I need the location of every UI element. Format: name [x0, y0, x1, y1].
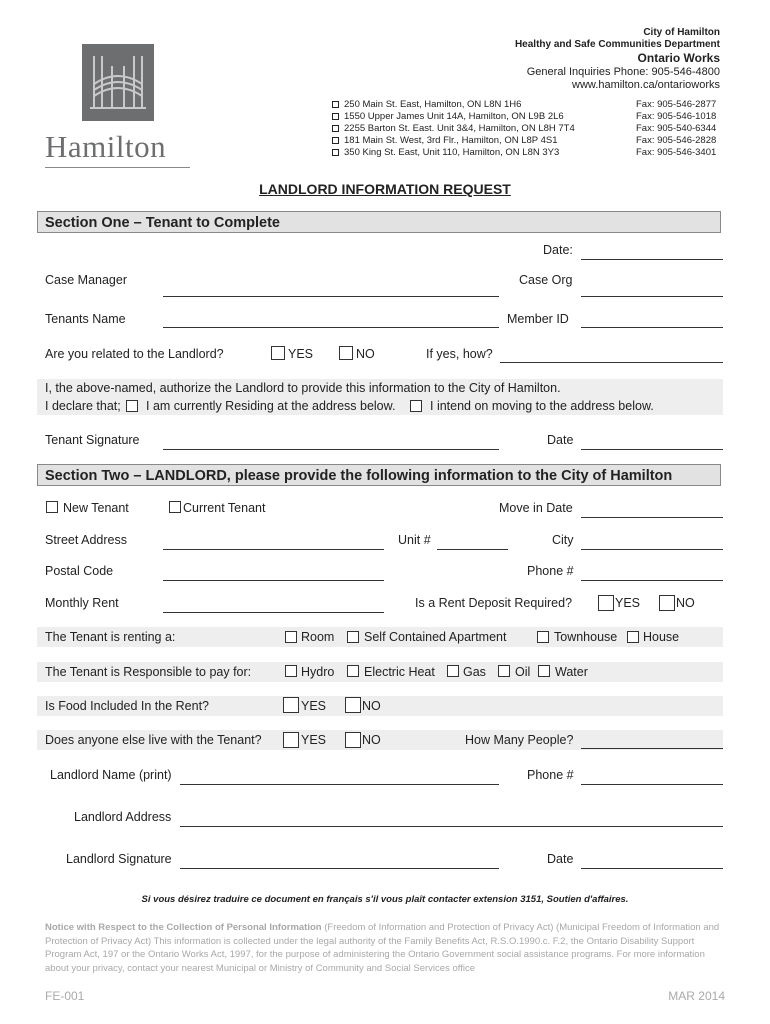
header-program: Ontario Works — [637, 51, 720, 65]
unit-field[interactable] — [437, 549, 508, 550]
office-address: 2255 Barton St. East. Unit 3&4, Hamilton, ON L8H 7T4 — [332, 123, 575, 134]
street-address-label: Street Address — [45, 533, 127, 547]
office-fax: Fax: 905-546-1018 — [636, 111, 717, 122]
tenant-date-field[interactable] — [581, 449, 723, 450]
tenant-signature-label: Tenant Signature — [45, 433, 140, 447]
header-website: www.hamilton.ca/ontarioworks — [572, 79, 720, 91]
moving-checkbox[interactable] — [410, 400, 422, 412]
landlord-date-field[interactable] — [581, 868, 723, 869]
landlord-address-label: Landlord Address — [74, 810, 172, 824]
hamilton-logo — [45, 44, 191, 169]
office-fax: Fax: 905-546-2877 — [636, 99, 717, 110]
case-manager-label: Case Manager — [45, 273, 127, 287]
deposit-yes-checkbox[interactable] — [598, 595, 614, 611]
case-org-field[interactable] — [581, 296, 723, 297]
member-id-label: Member ID — [507, 312, 569, 326]
case-org-label: Case Org — [519, 273, 573, 287]
room-checkbox[interactable] — [285, 631, 297, 643]
gas-checkbox[interactable] — [447, 665, 459, 677]
food-yes-checkbox[interactable] — [283, 697, 299, 713]
landlord-signature-label: Landlord Signature — [66, 852, 172, 866]
office-address: 350 King St. East, Unit 110, Hamilton, ON L8N 3Y3 — [332, 147, 559, 158]
else-live-yes-label: YES — [301, 733, 327, 747]
date-field[interactable] — [581, 259, 723, 260]
deposit-question: Is a Rent Deposit Required? — [415, 596, 573, 610]
oil-label: Oil — [515, 665, 531, 679]
monthly-rent-field[interactable] — [163, 612, 384, 613]
tenant-signature-field[interactable] — [163, 449, 499, 450]
landlord-signature-field[interactable] — [180, 868, 499, 869]
how-many-field[interactable] — [581, 748, 723, 749]
phone-field[interactable] — [581, 580, 723, 581]
office-address: 1550 Upper James Unit 14A, Hamilton, ON L9B 2L6 — [332, 111, 564, 122]
checkbox-bullet-icon — [332, 101, 339, 108]
office-fax: Fax: 905-546-3401 — [636, 147, 717, 158]
related-yes-label: YES — [288, 347, 314, 361]
date-label: Date: — [543, 243, 573, 257]
current-tenant-checkbox[interactable] — [169, 501, 181, 513]
related-question: Are you related to the Landlord? — [45, 347, 224, 361]
landlord-date-label: Date — [547, 852, 574, 866]
section-two-heading: Section Two – LANDLORD, please provide the following information to the City of Hamilton — [37, 464, 721, 486]
unit-label: Unit # — [398, 533, 431, 547]
tenants-name-field[interactable] — [163, 327, 499, 328]
member-id-field[interactable] — [581, 327, 723, 328]
landlord-phone-label: Phone # — [527, 768, 574, 782]
new-tenant-checkbox[interactable] — [46, 501, 58, 513]
apartment-label: Self Contained Apartment — [364, 630, 507, 644]
office-address: 250 Main St. East, Hamilton, ON L8N 1H6 — [332, 99, 521, 110]
related-yes-checkbox[interactable] — [271, 346, 285, 360]
renting-label: The Tenant is renting a: — [45, 630, 176, 644]
move-in-label: Move in Date — [499, 501, 573, 515]
responsible-label: The Tenant is Responsible to pay for: — [45, 665, 252, 679]
electric-heat-checkbox[interactable] — [347, 665, 359, 677]
postal-code-field[interactable] — [163, 580, 384, 581]
else-live-no-label: NO — [362, 733, 381, 747]
deposit-no-label: NO — [676, 596, 695, 610]
gas-label: Gas — [463, 665, 486, 679]
form-date: MAR 2014 — [668, 989, 725, 1003]
house-label: House — [643, 630, 680, 644]
checkbox-bullet-icon — [332, 113, 339, 120]
landlord-address-field[interactable] — [180, 826, 723, 827]
if-yes-label: If yes, how? — [426, 347, 493, 361]
else-live-no-checkbox[interactable] — [345, 732, 361, 748]
logo-underline — [45, 167, 190, 168]
new-tenant-label: New Tenant — [63, 501, 129, 515]
city-field[interactable] — [581, 549, 723, 550]
office-address: 181 Main St. West, 3rd Flr., Hamilton, ON L8P 4S1 — [332, 135, 558, 146]
tenants-name-label: Tenants Name — [45, 312, 126, 326]
checkbox-bullet-icon — [332, 125, 339, 132]
room-label: Room — [301, 630, 335, 644]
else-live-yes-checkbox[interactable] — [283, 732, 299, 748]
section-one-heading: Section One – Tenant to Complete — [37, 211, 721, 233]
street-address-field[interactable] — [163, 549, 384, 550]
logo-text: Hamilton — [45, 129, 167, 164]
monthly-rent-label: Monthly Rent — [45, 596, 119, 610]
how-many-label: How Many People? — [465, 733, 574, 747]
tenant-date-label: Date — [547, 433, 574, 447]
food-no-checkbox[interactable] — [345, 697, 361, 713]
declare-label: I declare that; — [45, 399, 121, 413]
hydro-checkbox[interactable] — [285, 665, 297, 677]
postal-code-label: Postal Code — [45, 564, 114, 578]
landlord-name-label: Landlord Name (print) — [50, 768, 172, 782]
else-live-question: Does anyone else live with the Tenant? — [45, 733, 262, 747]
related-no-label: NO — [356, 347, 375, 361]
townhouse-checkbox[interactable] — [537, 631, 549, 643]
residing-label: I am currently Residing at the address below. — [146, 399, 396, 413]
water-label: Water — [555, 665, 588, 679]
residing-checkbox[interactable] — [126, 400, 138, 412]
landlord-name-field[interactable] — [180, 784, 499, 785]
moving-label: I intend on moving to the address below. — [430, 399, 654, 413]
authorize-text: I, the above-named, authorize the Landlord to provide this information to the City of Hamilton. — [45, 381, 561, 395]
phone-label: Phone # — [527, 564, 574, 578]
privacy-notice-body: (Freedom of Information and Protection of Privacy Act) (Municipal Freedom of Information and Protection of Privacy Act) This information is collected under the legal authority of the Family Benefits Act, R.S.O.1990.c. F.2, the Ontario Disability Support Program Act, 197 or the Ontario Works Act, 1997, for the purpose of administering the Ontario Government social assistance programs. For more information about your privacy, contact your nearest Municipal or Ministry of Community and Social Services office — [45, 922, 720, 974]
case-manager-field[interactable] — [163, 296, 499, 297]
townhouse-label: Townhouse — [554, 630, 618, 644]
deposit-yes-label: YES — [615, 596, 641, 610]
header-phone: General Inquiries Phone: 905-546-4800 — [526, 66, 720, 78]
move-in-field[interactable] — [581, 517, 723, 518]
hydro-label: Hydro — [301, 665, 335, 679]
deposit-no-checkbox[interactable] — [659, 595, 675, 611]
office-fax: Fax: 905-546-2828 — [636, 135, 717, 146]
water-checkbox[interactable] — [538, 665, 550, 677]
privacy-notice-title: Notice with Respect to the Collection of Personal Information — [45, 922, 322, 933]
oil-checkbox[interactable] — [498, 665, 510, 677]
landlord-phone-field[interactable] — [581, 784, 723, 785]
logo-mark-icon — [82, 44, 154, 121]
header-department: Healthy and Safe Communities Department — [514, 39, 720, 50]
food-no-label: NO — [362, 699, 381, 713]
header-city: City of Hamilton — [643, 27, 720, 38]
office-fax: Fax: 905-540-6344 — [636, 123, 717, 134]
electric-heat-label: Electric Heat — [364, 665, 435, 679]
related-no-checkbox[interactable] — [339, 346, 353, 360]
checkbox-bullet-icon — [332, 137, 339, 144]
form-id: FE-001 — [45, 989, 85, 1003]
checkbox-bullet-icon — [332, 149, 339, 156]
form-title: LANDLORD INFORMATION REQUEST — [259, 181, 511, 197]
food-yes-label: YES — [301, 699, 327, 713]
french-notice: Si vous désirez traduire ce document en français s'il vous plaît contacter extension 3151, Soutien d'affaires. — [141, 894, 629, 905]
city-label: City — [552, 533, 574, 547]
privacy-notice — [45, 921, 725, 975]
current-tenant-label: Current Tenant — [183, 501, 266, 515]
if-yes-field[interactable] — [500, 362, 723, 363]
house-checkbox[interactable] — [627, 631, 639, 643]
apartment-checkbox[interactable] — [347, 631, 359, 643]
food-question: Is Food Included In the Rent? — [45, 699, 209, 713]
